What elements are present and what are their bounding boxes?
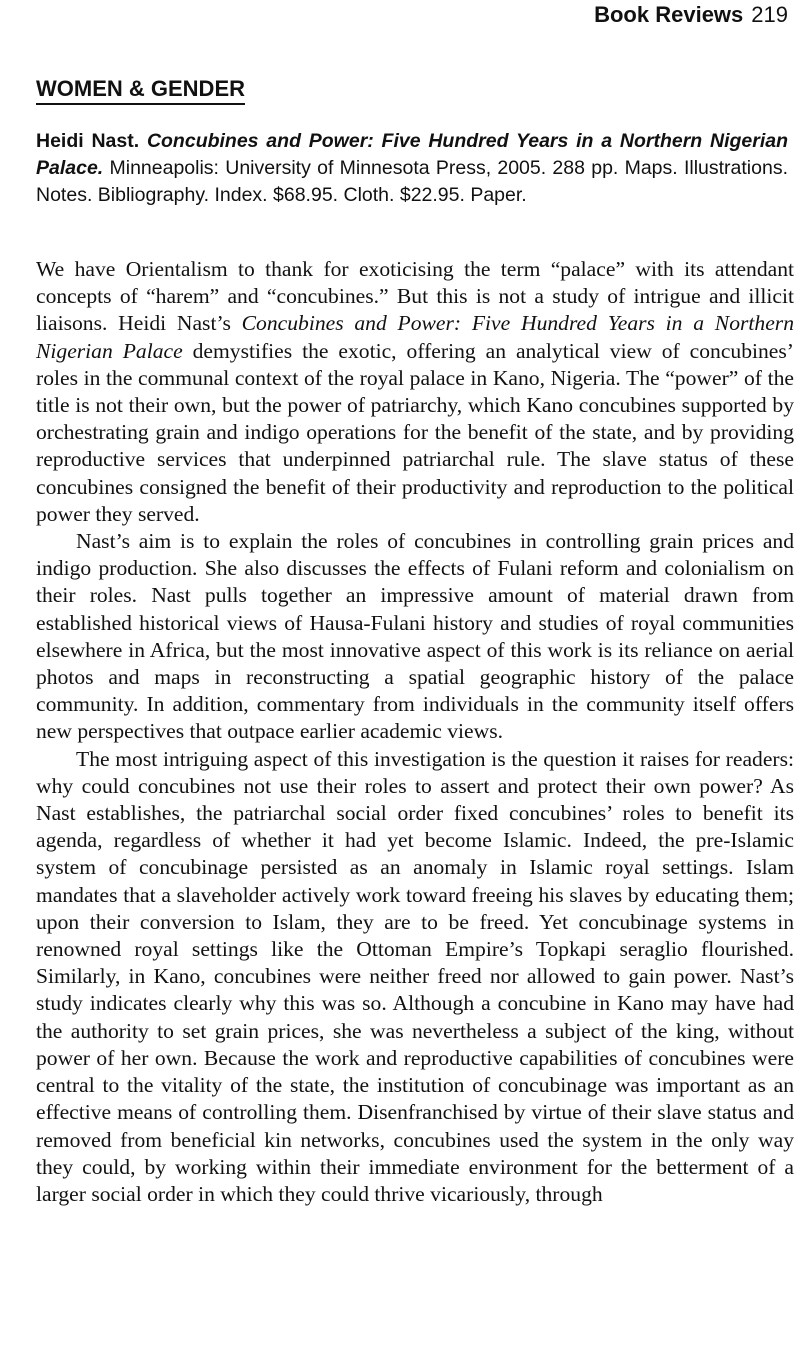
running-header [594, 2, 788, 28]
citation-author: Heidi Nast. [36, 130, 140, 152]
citation-title: Concubines and Power: Five Hundred Years in a Northern Nigerian Palace. [36, 130, 789, 179]
page-number: 219 [751, 2, 788, 27]
paragraph-1-before: We have Orientalism to thank for exoticising the term “palace” with its attendant concepts of “harem” and “concubines.” But this is not a study of intrigue and illicit liaisons. Heidi Nast’s [36, 257, 794, 336]
running-title: Book Reviews [594, 2, 744, 27]
review-paragraph-3: The most intriguing aspect of this investigation is the question it raises for readers: why could concubines not use their roles to assert and protect their own power? As Nast establishes, the patriarchal social order fixed concubines’ roles to benefit its agenda, regardless of whether it had yet become Islamic. Indeed, the pre-Islamic system of concubinage persisted as an anomaly in Islamic royal settings. Islam mandates that a slaveholder actively work toward freeing his slaves by educating them; upon their conversion to Islam, they are to be freed. Yet concubinage systems in renowned royal settings like the Ottoman Empire’s Topkapi seraglio flourished. Similarly, in Kano, concubines were neither freed nor allowed to gain power. Nast’s study indicates clearly why this was so. Although a concubine in Kano may have had the authority to set grain prices, she was nevertheless a subject of the king, without power of her own. Because the work and reproductive capabilities of concubines were central to the vitality of the state, the institution of concubinage was important as an effective means of controlling them. Disenfranchised by virtue of their slave status and removed from beneficial kin networks, concubines used the system in the only way they could, by working within their immediate environment for the betterment of a larger social order in which they could thrive vicariously, through [36, 746, 794, 1206]
review-body [36, 256, 794, 1208]
review-paragraph-2: Nast’s aim is to explain the roles of concubines in controlling grain prices and indigo production. She also discusses the effects of Fulani reform and colonialism on their roles. Nast pulls together an impressive amount of material drawn from established historical views of Hausa-Fulani history and studies of royal communities elsewhere in Africa, but the most innovative aspect of this work is its reliance on aerial photos and maps in reconstructing a spatial geographic history of the palace community. In addition, commentary from individuals in the community itself offers new perspectives that outpace earlier academic views. [36, 529, 794, 744]
book-citation [36, 128, 788, 209]
citation-details: Minneapolis: University of Minnesota Press, 2005. 288 pp. Maps. Illustrations. Notes. Bibliography. Index. $68.95. Cloth. $22.95. Paper. [36, 157, 788, 206]
paragraph-1-book-title: Concubines and Power: Five Hundred Years in a Northern Nigerian Palace [36, 311, 794, 363]
paragraph-1-after: demystifies the exotic, offering an analytical view of concubines’ roles in the communal context of the royal palace in Kano, Nigeria. The “power” of the title is not their own, but the power of patriarchy, which Kano concubines supported by orchestrating grain and indigo operations for the benefit of the state, and by providing reproductive services that underpinned patriarchal rule. The slave status of these concubines consigned the benefit of their productivity and reproduction to the political power they served. [36, 338, 794, 526]
section-heading: WOMEN & GENDER [36, 75, 245, 105]
review-paragraph-1 [36, 256, 794, 528]
